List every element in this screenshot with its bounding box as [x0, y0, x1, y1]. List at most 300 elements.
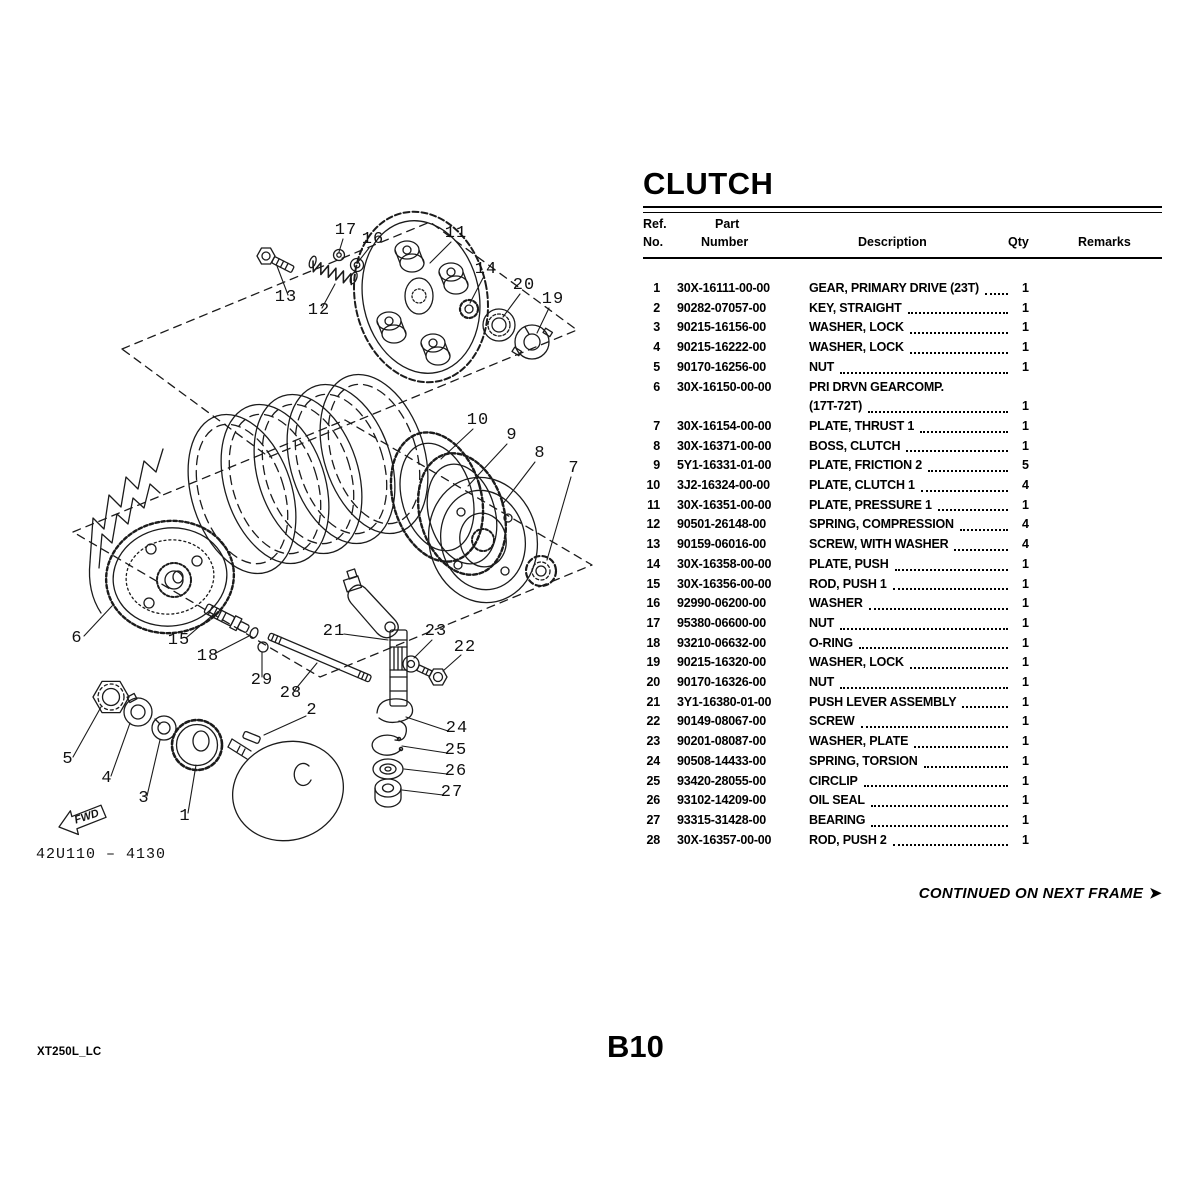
remarks-cell [1052, 555, 1162, 575]
description-text: NUT [809, 359, 835, 374]
qty-cell: 1 [1022, 773, 1029, 788]
part-number-cell: 90508-14433-00 [677, 753, 766, 768]
title-rule [643, 206, 1162, 213]
callout-16: 16 [361, 230, 385, 249]
qty-cell: 1 [1022, 438, 1029, 453]
callout-28: 28 [279, 684, 303, 703]
remarks-cell [1052, 476, 1162, 496]
callout-10: 10 [466, 411, 490, 430]
clutch-plate-stack-drawing [169, 361, 447, 588]
part-number-cell: 5Y1-16331-01-00 [677, 458, 772, 473]
callout-4: 4 [101, 769, 113, 788]
callout-12: 12 [307, 301, 331, 320]
description-text: PRI DRVN GEARCOMP. [809, 379, 944, 394]
dot-leader [921, 490, 1008, 492]
description-cell [809, 614, 1014, 634]
parts-table-row [643, 417, 1162, 437]
description-text: KEY, STRAIGHT [809, 300, 902, 315]
parts-table [643, 168, 1162, 850]
description-text: SCREW, WITH WASHER [809, 537, 949, 552]
continued-text: CONTINUED ON NEXT FRAME [918, 885, 1144, 902]
qty-cell: 1 [1022, 615, 1029, 630]
qty-cell: 1 [1022, 596, 1029, 611]
qty-cell: 1 [1022, 556, 1029, 571]
parts-table-row [643, 594, 1162, 614]
ref-no-cell: 25 [646, 773, 660, 788]
description-text: WASHER [809, 596, 863, 611]
part-number-cell: 90215-16222-00 [677, 340, 766, 355]
part-number-cell: 90170-16256-00 [677, 359, 766, 374]
dot-leader [924, 766, 1008, 768]
parts-table-row [643, 456, 1162, 476]
description-text: OIL SEAL [809, 793, 865, 808]
remarks-cell [1052, 535, 1162, 555]
dot-leader [954, 549, 1008, 551]
remarks-cell [1052, 496, 1162, 516]
part-number-cell: 93315-31428-00 [677, 812, 766, 827]
parts-table-row [643, 378, 1162, 398]
header-ref-line2: No. [643, 235, 664, 249]
ref-no-cell: 5 [653, 359, 660, 374]
qty-cell: 1 [1022, 576, 1029, 591]
callout-25: 25 [444, 741, 468, 760]
dot-leader [938, 509, 1008, 511]
remarks-cell [1052, 397, 1162, 417]
header-part-line2: Number [701, 235, 749, 249]
part-number-cell: 93210-06632-00 [677, 635, 766, 650]
ref-no-cell: 8 [653, 438, 660, 453]
header-ref-line1: Ref. [643, 217, 667, 231]
part-number-cell: 93420-28055-00 [677, 773, 766, 788]
parts-table-row [643, 791, 1162, 811]
remarks-cell [1052, 338, 1162, 358]
remarks-cell [1052, 358, 1162, 378]
description-cell [809, 496, 1014, 516]
callout-20: 20 [512, 276, 536, 295]
description-cell [809, 772, 1014, 792]
ref-no-cell: 18 [646, 635, 660, 650]
description-text: O-RING [809, 635, 853, 650]
dot-leader [910, 352, 1008, 354]
description-cell [809, 752, 1014, 772]
part-number-cell: 30X-16111-00-00 [677, 281, 770, 295]
dot-leader [895, 569, 1008, 571]
description-cell [809, 515, 1014, 535]
parts-table-row [643, 299, 1162, 319]
qty-cell: 1 [1022, 812, 1029, 827]
dot-leader [960, 529, 1008, 531]
remarks-cell [1052, 634, 1162, 654]
ref-no-cell: 27 [646, 812, 660, 827]
description-text: GEAR, PRIMARY DRIVE (23T) [809, 281, 980, 295]
continued-note [643, 884, 1162, 902]
description-cell [809, 732, 1014, 752]
parts-table-row [643, 437, 1162, 457]
parts-table-row [643, 732, 1162, 752]
qty-cell: 1 [1022, 300, 1029, 315]
part-number-cell: 30X-16371-00-00 [677, 438, 772, 453]
dot-leader [840, 687, 1008, 689]
parts-table-row [643, 318, 1162, 338]
dot-leader [914, 746, 1008, 748]
dot-leader [893, 844, 1008, 846]
callout-26: 26 [444, 762, 468, 781]
callout-1: 1 [179, 807, 191, 826]
parts-table-row [643, 752, 1162, 772]
callout-2: 2 [306, 701, 318, 720]
ref-no-cell: 15 [646, 576, 660, 591]
ref-no-cell: 14 [646, 556, 660, 571]
dot-leader [920, 431, 1008, 433]
nut-5-drawing [93, 681, 129, 712]
qty-cell: 5 [1022, 458, 1029, 473]
ref-no-cell: 3 [653, 320, 660, 335]
description-cell [809, 299, 1014, 319]
dashed-plane-upper [122, 222, 577, 457]
description-cell [809, 279, 1014, 299]
part-number-cell: 30X-16154-00-00 [677, 418, 772, 433]
page-title: CLUTCH [643, 166, 774, 201]
description-text: BEARING [809, 812, 866, 827]
ref-no-cell: 28 [646, 832, 660, 847]
header-remarks: Remarks [1078, 235, 1131, 249]
description-text: (17T-72T) [809, 399, 863, 414]
parts-table-row [643, 515, 1162, 535]
callout-labels [62, 221, 579, 826]
description-cell [809, 693, 1014, 713]
continued-arrow-icon: ➤ [1149, 885, 1162, 902]
callout-24: 24 [445, 719, 469, 738]
description-cell [809, 712, 1014, 732]
qty-cell: 1 [1022, 418, 1029, 433]
qty-cell [1022, 378, 1052, 398]
header-qty: Qty [1008, 235, 1029, 249]
dot-leader [861, 726, 1008, 728]
parts-table-row [643, 496, 1162, 516]
description-cell [809, 555, 1014, 575]
part-number-cell: 93102-14209-00 [677, 793, 766, 808]
part-number-cell: 90201-08087-00 [677, 734, 766, 749]
remarks-cell [1052, 673, 1162, 693]
description-text: PLATE, FRICTION 2 [809, 458, 923, 473]
callout-27: 27 [440, 783, 464, 802]
dot-leader [908, 312, 1008, 314]
description-cell [809, 594, 1014, 614]
parts-table-row [643, 772, 1162, 792]
part-number-cell: 30X-16358-00-00 [677, 556, 772, 571]
qty-cell: 1 [1022, 281, 1029, 295]
ref-no-cell: 12 [646, 517, 660, 532]
clutch-housing-drawing [89, 449, 241, 641]
part-number-cell: 90282-07057-00 [677, 300, 766, 315]
description-cell [809, 653, 1014, 673]
description-text: WASHER, PLATE [809, 734, 909, 749]
clutch-exploded-diagram [0, 0, 640, 900]
remarks-cell [1052, 417, 1162, 437]
ref-no-cell: 1 [653, 281, 660, 295]
dot-leader [871, 805, 1008, 807]
thrust-plate-7-drawing [526, 556, 556, 586]
remarks-cell [1052, 318, 1162, 338]
description-cell [809, 831, 1014, 851]
ref-no-cell: 26 [646, 793, 660, 808]
description-cell [809, 338, 1014, 358]
parts-table-row [643, 831, 1162, 851]
part-number-cell: 90215-16320-00 [677, 655, 766, 670]
callout-13: 13 [274, 288, 298, 307]
description-text: SPRING, COMPRESSION [809, 517, 954, 532]
part-number-cell [677, 397, 801, 417]
dot-leader [906, 450, 1008, 452]
parts-table-row [643, 634, 1162, 654]
fwd-label: FWD [73, 807, 101, 827]
callout-9: 9 [506, 426, 518, 445]
pressure-plate-drawing [339, 199, 504, 395]
remarks-cell [1052, 653, 1162, 673]
qty-cell: 4 [1022, 478, 1029, 493]
part-number-cell: 95380-06600-00 [677, 615, 766, 630]
part-number-cell: 3Y1-16380-01-00 [677, 694, 772, 709]
dot-leader [962, 706, 1008, 708]
remarks-cell [1052, 575, 1162, 595]
page-code: B10 [607, 1029, 664, 1064]
lock-washer-4-drawing [124, 693, 152, 726]
part-number-cell: 3J2-16324-00-00 [677, 478, 770, 493]
dot-leader [869, 608, 1008, 610]
ref-no-cell: 22 [646, 714, 660, 729]
parts-table-row [643, 476, 1162, 496]
dot-leader [840, 372, 1008, 374]
remarks-cell [1052, 456, 1162, 476]
ref-no-cell: 4 [653, 340, 660, 355]
push-lever-drawing [343, 569, 407, 706]
circlip-drawing [372, 735, 402, 755]
parts-table-row [643, 555, 1162, 575]
diagram-code: 42U110 – 4130 [36, 846, 167, 863]
ref-no-cell [643, 397, 660, 417]
callout-8: 8 [534, 444, 546, 463]
table-header [643, 217, 1162, 257]
callout-21: 21 [322, 622, 346, 641]
part-number-cell: 90501-26148-00 [677, 517, 766, 532]
description-cell [809, 456, 1014, 476]
callout-5: 5 [62, 750, 74, 769]
nut-20-drawing [483, 309, 515, 341]
ref-no-cell: 16 [646, 596, 660, 611]
ref-no-cell: 6 [653, 379, 660, 394]
part-number-cell: 90159-06016-00 [677, 537, 766, 552]
callout-23: 23 [424, 622, 448, 641]
callout-15: 15 [167, 631, 191, 650]
remarks-cell [1052, 712, 1162, 732]
part-number-cell: 90149-08067-00 [677, 714, 766, 729]
dot-leader [864, 785, 1008, 787]
ref-no-cell: 11 [647, 497, 660, 512]
qty-cell: 1 [1022, 340, 1029, 355]
description-text: ROD, PUSH 1 [809, 576, 887, 591]
remarks-cell [1052, 752, 1162, 772]
remarks-cell [1052, 831, 1162, 851]
description-cell [809, 811, 1014, 831]
qty-cell: 1 [1022, 675, 1029, 690]
description-text: ROD, PUSH 2 [809, 832, 887, 847]
qty-cell: 4 [1022, 537, 1029, 552]
dot-leader [910, 667, 1008, 669]
callout-29: 29 [250, 671, 274, 690]
oil-seal-drawing [373, 759, 403, 779]
callout-19: 19 [541, 290, 565, 309]
description-text: PLATE, PUSH [809, 556, 889, 571]
remarks-cell [1052, 772, 1162, 792]
description-text: PLATE, CLUTCH 1 [809, 478, 915, 493]
description-text: BOSS, CLUTCH [809, 438, 901, 453]
description-cell [809, 437, 1014, 457]
callout-3: 3 [138, 789, 150, 808]
description-text: WASHER, LOCK [809, 340, 904, 355]
ref-no-cell: 23 [646, 734, 660, 749]
description-cell [809, 397, 1014, 417]
description-text: PLATE, PRESSURE 1 [809, 497, 932, 512]
description-cell [809, 378, 1014, 398]
push-rod-2-drawing [268, 633, 372, 682]
parts-table-row [643, 614, 1162, 634]
parts-table-row [643, 535, 1162, 555]
description-cell [809, 535, 1014, 555]
qty-cell: 1 [1022, 635, 1029, 650]
remarks-cell [1052, 299, 1162, 319]
ref-no-cell: 17 [646, 615, 660, 630]
part-number-cell: 30X-16356-00-00 [677, 576, 772, 591]
description-cell [809, 358, 1014, 378]
description-cell [809, 673, 1014, 693]
qty-cell: 4 [1022, 517, 1029, 532]
parts-table-row [643, 338, 1162, 358]
remarks-cell [1052, 614, 1162, 634]
push-plate-14-drawing [460, 300, 478, 318]
ref-no-cell: 9 [653, 458, 660, 473]
description-cell [809, 476, 1014, 496]
callout-7: 7 [568, 459, 580, 478]
bearing-drawing [375, 779, 401, 807]
callout-17: 17 [334, 221, 358, 240]
qty-cell: 1 [1022, 320, 1029, 335]
qty-cell: 1 [1022, 714, 1029, 729]
parts-table-row [643, 397, 1162, 417]
description-text: PLATE, THRUST 1 [809, 418, 915, 433]
remarks-cell [1052, 791, 1162, 811]
callout-22: 22 [453, 638, 477, 657]
part-number-cell: 92990-06200-00 [677, 596, 766, 611]
dot-leader [868, 411, 1008, 413]
callout-6: 6 [71, 629, 83, 648]
ref-no-cell: 21 [646, 694, 660, 709]
description-text: SPRING, TORSION [809, 753, 918, 768]
crank-disc-drawing [220, 727, 357, 855]
straight-key-drawing [242, 731, 260, 744]
qty-cell: 1 [1022, 793, 1029, 808]
dot-leader [910, 332, 1008, 334]
dot-leader [840, 628, 1008, 630]
primary-gear-drawing [172, 720, 222, 770]
ref-no-cell: 24 [646, 753, 660, 768]
qty-cell: 1 [1022, 497, 1029, 512]
description-cell [809, 634, 1014, 654]
parts-table-row [643, 653, 1162, 673]
part-number-cell: 30X-16150-00-00 [677, 379, 772, 394]
remarks-cell [1052, 732, 1162, 752]
parts-table-row [643, 693, 1162, 713]
dot-leader [893, 588, 1008, 590]
parts-table-row [643, 358, 1162, 378]
footer-model-code: XT250L_LC [37, 1046, 102, 1058]
description-text: NUT [809, 675, 835, 690]
description-text: PUSH LEVER ASSEMBLY [809, 694, 957, 709]
ref-no-cell: 10 [646, 478, 660, 493]
dot-leader [985, 293, 1008, 295]
description-text: WASHER, LOCK [809, 320, 904, 335]
ref-no-cell: 7 [653, 418, 660, 433]
remarks-cell [1052, 693, 1162, 713]
description-cell [809, 575, 1014, 595]
description-text: NUT [809, 615, 835, 630]
dot-leader [859, 647, 1008, 649]
qty-cell: 1 [1022, 832, 1029, 847]
remarks-cell [1052, 515, 1162, 535]
screw-22-drawing [417, 665, 447, 685]
part-number-cell: 90170-16326-00 [677, 675, 766, 690]
remarks-cell [1052, 378, 1162, 398]
ref-no-cell: 19 [646, 655, 660, 670]
description-cell [809, 417, 1014, 437]
callout-14: 14 [474, 260, 498, 279]
parts-table-row [643, 279, 1162, 299]
callout-11: 11 [444, 224, 468, 243]
parts-table-rows [643, 279, 1162, 850]
dot-leader [928, 470, 1008, 472]
callout-18: 18 [196, 647, 220, 666]
fwd-arrow [56, 803, 109, 839]
part-number-cell: 90215-16156-00 [677, 320, 766, 335]
screw-13-drawing [257, 248, 294, 273]
qty-cell: 1 [1022, 694, 1029, 709]
parts-table-row [643, 673, 1162, 693]
compression-spring-drawing [307, 255, 359, 286]
header-rule [643, 257, 1162, 259]
remarks-cell [1052, 437, 1162, 457]
parts-table-row [643, 811, 1162, 831]
qty-cell: 1 [1022, 753, 1029, 768]
qty-cell: 1 [1022, 734, 1029, 749]
description-text: CIRCLIP [809, 773, 858, 788]
ref-no-cell: 20 [646, 675, 660, 690]
header-description: Description [858, 235, 927, 249]
qty-cell: 1 [1022, 655, 1029, 670]
part-number-cell: 30X-16351-00-00 [677, 497, 772, 512]
parts-table-row [643, 712, 1162, 732]
description-cell [809, 791, 1014, 811]
part-number-cell: 30X-16357-00-00 [677, 832, 772, 847]
remarks-cell [1052, 811, 1162, 831]
o-ring-drawing [249, 627, 260, 640]
qty-cell: 1 [1022, 399, 1029, 414]
dot-leader [871, 825, 1008, 827]
ref-no-cell: 2 [653, 300, 660, 315]
description-text: SCREW [809, 714, 855, 729]
description-cell [809, 318, 1014, 338]
header-part-line1: Part [715, 217, 740, 231]
remarks-cell [1052, 279, 1162, 299]
ref-no-cell: 13 [646, 537, 660, 552]
